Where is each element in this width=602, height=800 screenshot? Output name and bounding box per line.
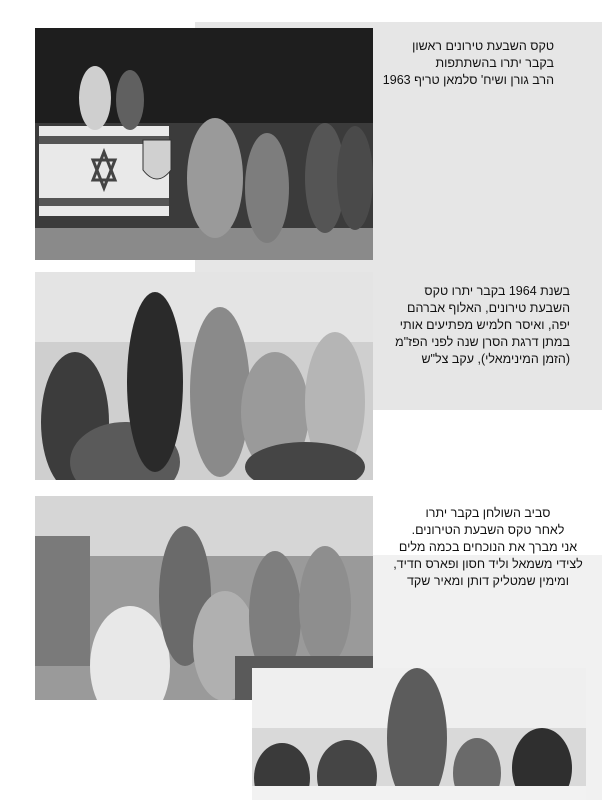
photo-oath-ceremony-1963 <box>35 28 373 260</box>
caption-line: השבעת טירונים, האלוף אברהם <box>407 301 570 315</box>
caption-line: לצידי משמאל וליד חסון ופארס חדיד, <box>393 557 583 571</box>
photo-4-drawing <box>252 668 586 800</box>
caption-line: לאחר טקס השבעת הטירונים. <box>411 523 565 537</box>
caption-line: בקבר יתרו בהשתתפות <box>435 56 554 70</box>
photo-rank-ceremony-1964 <box>35 272 373 480</box>
caption-line: יפה, ואיסר חלמיש מפתיעים אותי <box>399 318 570 332</box>
caption-line: במתן דרגת הסרן שנה לפני הפז"מ <box>395 335 570 349</box>
photo-1-drawing <box>35 28 373 260</box>
caption-line: סביב השולחן בקבר יתרו <box>425 506 551 520</box>
caption-line: בשנת 1964 בקבר יתרו טקס <box>424 284 570 298</box>
caption-line: הרב גורן ושיח' סלמאן טריף 1963 <box>382 73 554 87</box>
caption-third <box>378 505 598 590</box>
photo-bottom-table <box>252 668 586 800</box>
caption-line: אני מברך את הנוכחים בכמה מלים <box>398 540 578 554</box>
caption-second <box>395 283 570 368</box>
caption-line: ומימין שמטליק דותן ומאיר שקד <box>406 574 569 588</box>
caption-line: טקס השבעת טירונים ראשון <box>412 39 554 53</box>
caption-line: (הזמן המינימאלי), עקב צל"ש <box>421 352 570 366</box>
caption-first <box>383 38 554 89</box>
photo-2-drawing <box>35 272 373 480</box>
